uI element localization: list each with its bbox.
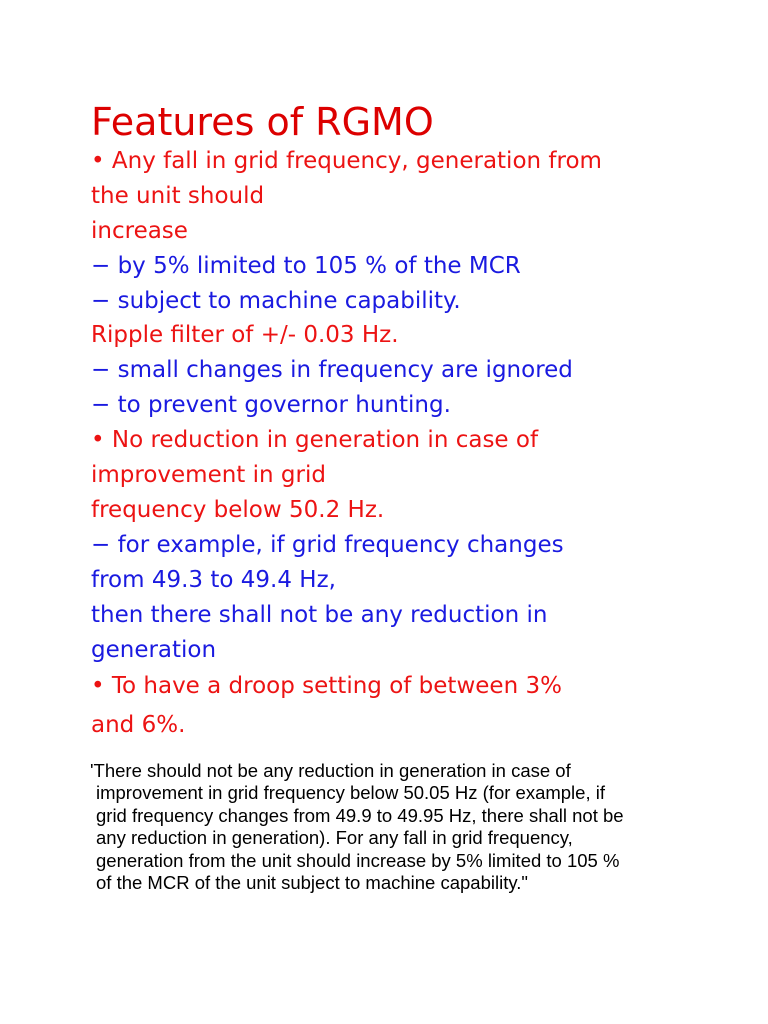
sub-line: − by 5% limited to 105 % of the MCR xyxy=(91,253,521,279)
bullet-line: Ripple filter of +/- 0.03 Hz. xyxy=(91,322,399,348)
sub-line: − for example, if grid frequency changes xyxy=(91,532,564,558)
bullet-line: improvement in grid xyxy=(91,462,326,488)
bullet-line: increase xyxy=(91,218,188,244)
bullet-line: • To have a droop setting of between 3% xyxy=(91,673,562,699)
sub-line: − to prevent governor hunting. xyxy=(91,392,451,418)
sub-line: from 49.3 to 49.4 Hz, xyxy=(91,567,336,593)
sub-line: generation xyxy=(91,637,217,663)
quoted-paragraph xyxy=(90,760,624,894)
bullet-line: and 6%. xyxy=(91,712,186,738)
quote-line: 'There should not be any reduction in generation in case of xyxy=(90,760,571,781)
quote-line: grid frequency changes from 49.9 to 49.95 Hz, there shall not be xyxy=(96,804,624,826)
sub-line: − small changes in frequency are ignored xyxy=(91,357,573,383)
quote-line: generation from the unit should increase by 5% limited to 105 % xyxy=(96,849,620,871)
sub-line: then there shall not be any reduction in xyxy=(91,602,548,628)
bullet-line: the unit should xyxy=(91,183,265,209)
bullet-line: • Any fall in grid frequency, generation from xyxy=(91,148,602,174)
sub-line: − subject to machine capability. xyxy=(91,288,461,314)
bullet-line: • No reduction in generation in case of xyxy=(91,427,539,453)
quote-line: any reduction in generation). For any fall in grid frequency, xyxy=(96,827,573,849)
quote-line: improvement in grid frequency below 50.05 Hz (for example, if xyxy=(96,782,605,804)
bullet-line: frequency below 50.2 Hz. xyxy=(91,497,385,523)
quote-line: of the MCR of the unit subject to machine capability." xyxy=(96,872,528,894)
page-title: Features of RGMO xyxy=(91,100,434,144)
